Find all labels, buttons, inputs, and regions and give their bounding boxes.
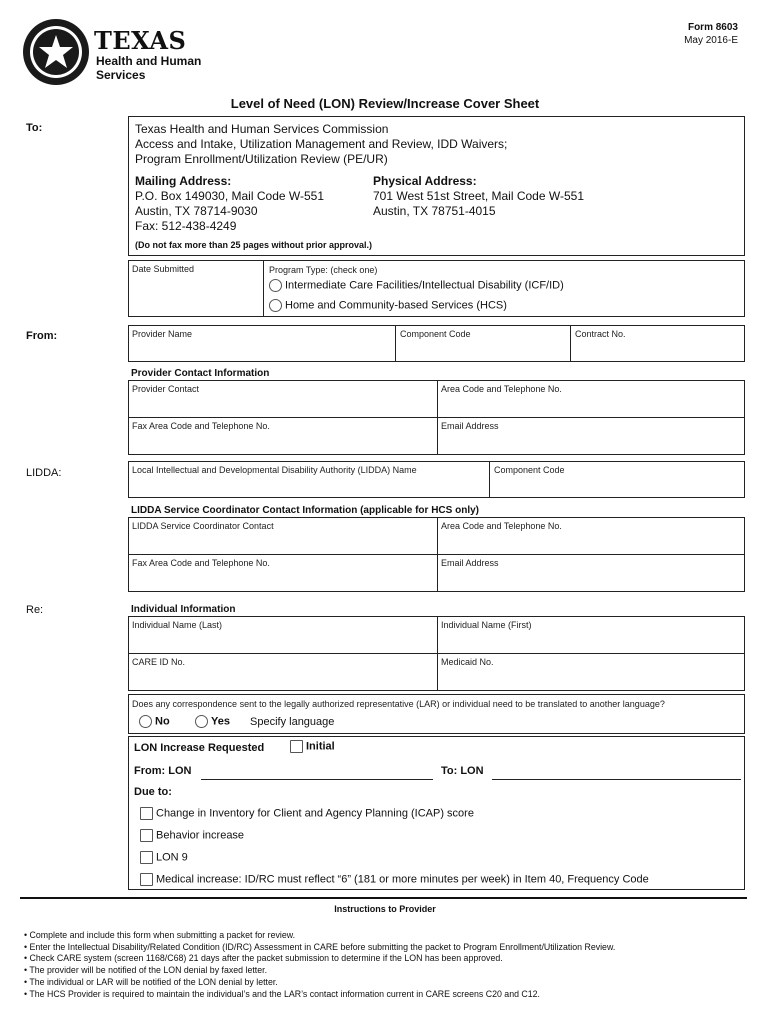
care-id-label: CARE ID No. (132, 657, 186, 667)
lidda-name-field[interactable] (129, 462, 490, 497)
logo-subtitle-1: Health and Human (96, 54, 202, 68)
date-submitted-label: Date Submitted (132, 264, 195, 274)
physical-address-line-2: Austin, TX 78751-4015 (373, 204, 496, 218)
form-number: Form 8603 (687, 22, 738, 33)
instructions-divider (20, 897, 747, 899)
medicaid-field[interactable] (438, 654, 744, 690)
mailing-address-line-1: P.O. Box 149030, Mail Code W-551 (135, 189, 324, 203)
specify-language-label: Specify language (250, 716, 335, 728)
provider-contact-field[interactable] (129, 381, 438, 418)
translation-no-option[interactable] (139, 715, 170, 728)
reason-icap-label: Change in Inventory for Client and Agency Planning (ICAP) score (156, 807, 474, 820)
provider-phone-field[interactable] (438, 381, 744, 418)
checkbox-initial[interactable] (290, 740, 303, 753)
reason-icap-option[interactable] (140, 807, 474, 820)
last-name-field[interactable] (129, 617, 438, 654)
texas-seal-icon (22, 18, 90, 86)
mailing-address-line-2: Austin, TX 78714-9030 (135, 204, 258, 218)
from-lon-input[interactable] (201, 779, 433, 780)
to-line-2: Access and Intake, Utilization Management and Review, IDD Waivers; (135, 137, 508, 151)
program-option-icf-label: Intermediate Care Facilities/Intellectual Disability (ICF/ID) (285, 279, 564, 292)
lidda-name-label: Local Intellectual and Developmental Disability Authority (LIDDA) Name (132, 465, 417, 475)
lidda-coord-table (128, 517, 745, 592)
reason-lon9-label: LON 9 (156, 851, 188, 864)
provider-email-field[interactable] (438, 418, 744, 454)
checkbox-behavior[interactable] (140, 829, 153, 842)
physical-address-line-1: 701 West 51st Street, Mail Code W-551 (373, 189, 584, 203)
re-label: Re: (26, 604, 44, 616)
translation-no-label: No (155, 715, 170, 728)
radio-no[interactable] (139, 715, 152, 728)
instruction-item: • Enter the Intellectual Disability/Related Condition (ID/RC) Assessment in CARE before submitting the packet to Program Enrollment/Utilization Review. (24, 941, 616, 952)
date-submitted-field[interactable] (129, 261, 264, 316)
provider-phone-label: Area Code and Telephone No. (441, 384, 562, 394)
instructions-list (24, 930, 615, 1000)
lidda-coord-fax-field[interactable] (129, 555, 438, 591)
translation-yes-label: Yes (211, 715, 230, 728)
translation-yes-option[interactable] (195, 715, 230, 728)
program-option-icf[interactable] (269, 279, 564, 292)
lidda-coord-phone-field[interactable] (438, 518, 744, 555)
provider-component-code-field[interactable] (397, 326, 571, 361)
translation-question: Does any correspondence sent to the legally authorized representative (LAR) or individual need to be translated to another language? (132, 699, 665, 709)
provider-email-label: Email Address (441, 421, 499, 431)
due-to-label: Due to: (134, 786, 172, 798)
lidda-coord-heading: LIDDA Service Coordinator Contact Information (applicable for HCS only) (131, 505, 479, 516)
translation-box (128, 694, 745, 734)
provider-fax-label: Fax Area Code and Telephone No. (132, 421, 270, 431)
to-label: To: (26, 122, 43, 134)
reason-behavior-option[interactable] (140, 829, 244, 842)
initial-option[interactable] (290, 740, 335, 753)
lidda-row (128, 461, 745, 498)
lidda-coord-phone-label: Area Code and Telephone No. (441, 521, 562, 531)
checkbox-lon9[interactable] (140, 851, 153, 864)
contract-no-label: Contract No. (575, 329, 626, 339)
fax-number: Fax: 512-438-4249 (135, 219, 237, 233)
lidda-label: LIDDA: (26, 467, 62, 479)
reason-lon9-option[interactable] (140, 851, 188, 864)
radio-hcs[interactable] (269, 299, 282, 312)
lidda-component-code-label: Component Code (494, 465, 565, 475)
hhs-logo (22, 18, 212, 88)
program-option-hcs[interactable] (269, 299, 507, 312)
contract-no-field[interactable] (572, 326, 744, 361)
logo-subtitle-2: Services (96, 68, 146, 82)
instruction-item: • The provider will be notified of the LON denial by faxed letter. (24, 965, 268, 976)
care-id-field[interactable] (129, 654, 438, 690)
from-label: From: (26, 330, 58, 342)
lon-box (128, 736, 745, 890)
lidda-coord-email-label: Email Address (441, 558, 499, 568)
submission-box (128, 260, 745, 317)
fax-note: (Do not fax more than 25 pages without prior approval.) (135, 240, 373, 250)
checkbox-icap[interactable] (140, 807, 153, 820)
first-name-label: Individual Name (First) (441, 620, 532, 630)
instructions-title: Instructions to Provider (334, 904, 436, 914)
reason-medical-option[interactable] (140, 873, 649, 886)
provider-contact-heading: Provider Contact Information (131, 368, 270, 379)
to-line-1: Texas Health and Human Services Commission (135, 122, 389, 136)
lidda-coord-contact-label: LIDDA Service Coordinator Contact (132, 521, 274, 531)
first-name-field[interactable] (438, 617, 744, 654)
from-lon-label: From: LON (134, 765, 192, 777)
to-address-box (128, 116, 745, 256)
radio-yes[interactable] (195, 715, 208, 728)
radio-icf[interactable] (269, 279, 282, 292)
to-lon-input[interactable] (492, 779, 741, 780)
to-line-3: Program Enrollment/Utilization Review (PE/UR) (135, 152, 388, 166)
checkbox-medical[interactable] (140, 873, 153, 886)
lon-requested-label: LON Increase Requested (134, 742, 265, 754)
to-lon-label: To: LON (441, 765, 484, 777)
provider-name-label: Provider Name (132, 329, 193, 339)
individual-table (128, 616, 745, 691)
form-date: May 2016-E (684, 35, 738, 46)
lidda-component-code-field[interactable] (491, 462, 744, 497)
provider-name-field[interactable] (129, 326, 396, 361)
mailing-address-title: Mailing Address: (135, 174, 232, 188)
provider-row (128, 325, 745, 362)
specify-language-field[interactable] (250, 716, 334, 728)
instruction-item: • Check CARE system (screen 1168/C68) 21 days after the packet submission to determine if the LON has been approved. (24, 953, 503, 964)
lidda-coord-email-field[interactable] (438, 555, 744, 591)
reason-medical-label: Medical increase: ID/RC must reflect “6” (181 or more minutes per week) in Item 40, Frequency Code (156, 873, 649, 886)
medicaid-label: Medicaid No. (441, 657, 494, 667)
physical-address-title: Physical Address: (373, 174, 477, 188)
provider-fax-field[interactable] (129, 418, 438, 454)
last-name-label: Individual Name (Last) (132, 620, 223, 630)
provider-contact-table (128, 380, 745, 455)
page-title: Level of Need (LON) Review/Increase Cover Sheet (230, 96, 540, 111)
reason-behavior-label: Behavior increase (156, 829, 245, 842)
individual-info-heading: Individual Information (131, 604, 236, 615)
program-type-label: Program Type: (check one) (269, 265, 378, 275)
provider-contact-label: Provider Contact (132, 384, 200, 394)
logo-title: TEXAS (94, 26, 187, 55)
lidda-coord-contact-field[interactable] (129, 518, 438, 555)
instruction-item: • The HCS Provider is required to maintain the individual’s and the LAR’s contact information current in CARE screens C20 and C12. (24, 988, 541, 999)
program-option-hcs-label: Home and Community-based Services (HCS) (285, 299, 507, 312)
instruction-item: • Complete and include this form when submitting a packet for review. (24, 930, 296, 940)
provider-component-code-label: Component Code (400, 329, 471, 339)
instruction-item: • The individual or LAR will be notified of the LON denial by letter. (24, 976, 278, 987)
lidda-coord-fax-label: Fax Area Code and Telephone No. (132, 558, 270, 568)
initial-label: Initial (306, 740, 335, 753)
